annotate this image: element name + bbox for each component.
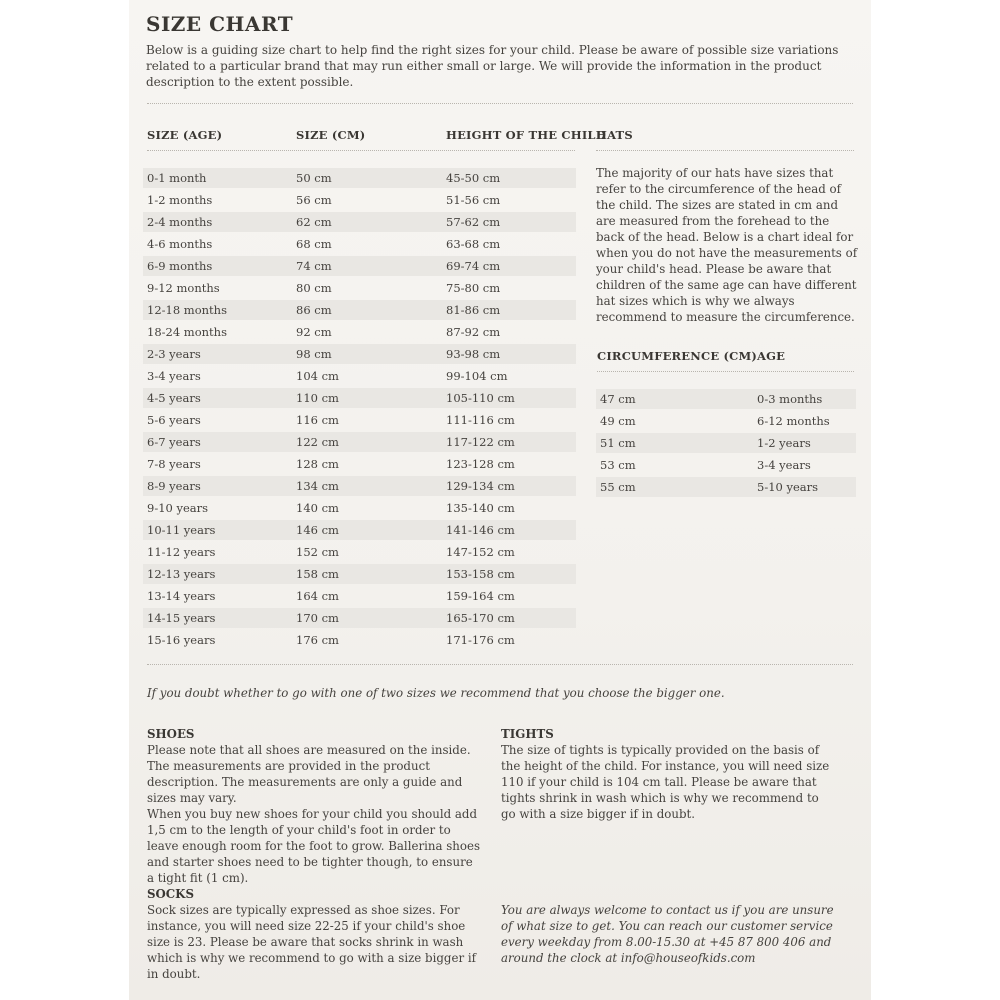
divider (147, 103, 853, 104)
table-row (143, 344, 576, 364)
size-age-cell: 15-16 years (147, 633, 216, 647)
circumference-cell: 55 cm (600, 480, 636, 494)
table-row (143, 256, 576, 276)
table-row (596, 389, 856, 409)
height-header: HEIGHT OF THE CHILD (446, 128, 606, 142)
size-cm-cell: 140 cm (296, 501, 339, 515)
tights-heading: TIGHTS (501, 727, 554, 741)
hats-heading: HATS (596, 128, 633, 142)
socks-text: Sock sizes are typically expressed as shoe sizes. For instance, you will need size 22-25 if your child's shoe size is 23. Please be aware that socks shrink in wash which is why we recommend to go with a size bigger if in doubt. (147, 903, 476, 981)
height-cell: 45-50 cm (446, 171, 501, 185)
height-cell: 57-62 cm (446, 215, 501, 229)
height-cell: 111-116 cm (446, 413, 515, 427)
intro-text: Below is a guiding size chart to help find the right sizes for your child. Please be aware of possible size variations related to a particular brand that may run either small or large. We will provide the information in the product description to the extent possible. (146, 43, 839, 89)
divider (147, 664, 853, 665)
hat-age-cell: 6-12 months (757, 414, 830, 428)
table-row (143, 476, 576, 496)
size-age-cell: 4-5 years (147, 391, 201, 405)
size-cm-cell: 56 cm (296, 193, 332, 207)
size-age-cell: 2-4 months (147, 215, 213, 229)
height-cell: 93-98 cm (446, 347, 501, 361)
table-row (143, 542, 576, 562)
table-row (596, 411, 856, 431)
table-row (143, 234, 576, 254)
table-row (596, 455, 856, 475)
size-cm-cell: 152 cm (296, 545, 339, 559)
size-age-cell: 18-24 months (147, 325, 227, 339)
size-cm-cell: 146 cm (296, 523, 339, 537)
size-age-cell: 9-12 months (147, 281, 220, 295)
table-row (143, 388, 576, 408)
height-cell: 147-152 cm (446, 545, 515, 559)
recommendation-note: If you doubt whether to go with one of two sizes we recommend that you choose the bigger one. (147, 686, 725, 700)
table-row (143, 212, 576, 232)
height-cell: 87-92 cm (446, 325, 501, 339)
size-age-cell: 8-9 years (147, 479, 201, 493)
hat-age-header: AGE (757, 349, 786, 363)
size-age-cell: 12-13 years (147, 567, 216, 581)
hat-age-cell: 5-10 years (757, 480, 819, 494)
size-age-cell: 6-7 years (147, 435, 201, 449)
height-cell: 153-158 cm (446, 567, 515, 581)
height-cell: 165-170 cm (446, 611, 515, 625)
size-cm-cell: 68 cm (296, 237, 332, 251)
table-row (143, 586, 576, 606)
table-row (143, 190, 576, 210)
circumference-cell: 51 cm (600, 436, 636, 450)
size-age-cell: 10-11 years (147, 523, 216, 537)
table-row (143, 300, 576, 320)
socks-heading: SOCKS (147, 887, 194, 901)
contact-text: You are always welcome to contact us if you are unsure of what size to get. You can reach our customer service every weekday from 8.00-15.30 at +45 87 800 406 and around the clock at info@houseofkids.com (501, 903, 834, 965)
table-row (596, 433, 856, 453)
height-cell: 135-140 cm (446, 501, 515, 515)
size-age-cell: 9-10 years (147, 501, 209, 515)
size-age-cell: 7-8 years (147, 457, 201, 471)
size-age-cell: 1-2 months (147, 193, 213, 207)
size-cm-cell: 158 cm (296, 567, 339, 581)
table-row (596, 477, 856, 497)
height-cell: 75-80 cm (446, 281, 501, 295)
table-row (143, 278, 576, 298)
hats-text: The majority of our hats have sizes that refer to the circumference of the head of the child. The sizes are stated in cm and are measured from the forehead to the back of the head. Below is a chart ideal for when you do not have the measurements of your child's head. Please be aware that children of the same age can have different hat sizes which is why we always recommend to measure the circumference. (596, 166, 858, 324)
size-cm-cell: 92 cm (296, 325, 332, 339)
height-cell: 51-56 cm (446, 193, 501, 207)
size-cm-cell: 104 cm (296, 369, 339, 383)
hat-table-divider (597, 371, 854, 372)
size-age-cell: 4-6 months (147, 237, 213, 251)
size-cm-cell: 116 cm (296, 413, 339, 427)
table-row (143, 168, 576, 188)
size-age-cell: 14-15 years (147, 611, 216, 625)
height-cell: 99-104 cm (446, 369, 508, 383)
page-title: SIZE CHART (146, 12, 294, 36)
size-age-cell: 0-1 month (147, 171, 207, 185)
size-cm-cell: 170 cm (296, 611, 339, 625)
size-age-header: SIZE (AGE) (147, 128, 223, 142)
shoes-text-1: Please note that all shoes are measured on the inside. The measurements are provided in the product description. The measurements are only a guide and sizes may vary. (147, 743, 471, 805)
size-age-cell: 2-3 years (147, 347, 201, 361)
shoes-text-2: When you buy new shoes for your child you should add 1,5 cm to the length of your child's foot in order to leave enough room for the foot to grow. Ballerina shoes and starter shoes need to be tighter though, to ensure a tight fit (1 cm). (147, 807, 481, 885)
size-cm-header: SIZE (CM) (296, 128, 366, 142)
height-cell: 129-134 cm (446, 479, 515, 493)
size-age-cell: 3-4 years (147, 369, 201, 383)
height-cell: 117-122 cm (446, 435, 515, 449)
size-cm-cell: 50 cm (296, 171, 332, 185)
table-row (143, 564, 576, 584)
size-cm-cell: 164 cm (296, 589, 339, 603)
size-cm-cell: 86 cm (296, 303, 332, 317)
table-row (143, 608, 576, 628)
circumference-cell: 53 cm (600, 458, 636, 472)
table-row (143, 410, 576, 430)
hats-divider (596, 150, 854, 151)
height-cell: 105-110 cm (446, 391, 515, 405)
tights-text: The size of tights is typically provided on the basis of the height of the child. For instance, you will need size 110 if your child is 104 cm tall. Please be aware that tights shrink in wash which is why we recommend to go with a size bigger if in doubt. (501, 743, 830, 821)
size-cm-cell: 122 cm (296, 435, 339, 449)
hat-age-cell: 0-3 months (757, 392, 823, 406)
table-header-divider (147, 150, 575, 151)
height-cell: 81-86 cm (446, 303, 501, 317)
table-row (143, 454, 576, 474)
size-cm-cell: 176 cm (296, 633, 339, 647)
size-age-cell: 5-6 years (147, 413, 201, 427)
table-row (143, 322, 576, 342)
circumference-cell: 49 cm (600, 414, 636, 428)
size-age-cell: 11-12 years (147, 545, 216, 559)
table-row (143, 366, 576, 386)
size-cm-cell: 74 cm (296, 259, 332, 273)
size-age-cell: 12-18 months (147, 303, 227, 317)
circumference-header: CIRCUMFERENCE (CM) (597, 349, 758, 363)
height-cell: 141-146 cm (446, 523, 515, 537)
hat-age-cell: 3-4 years (757, 458, 811, 472)
table-row (143, 630, 576, 650)
size-cm-cell: 80 cm (296, 281, 332, 295)
circumference-cell: 47 cm (600, 392, 636, 406)
height-cell: 171-176 cm (446, 633, 515, 647)
size-age-cell: 13-14 years (147, 589, 216, 603)
height-cell: 63-68 cm (446, 237, 501, 251)
table-row (143, 432, 576, 452)
height-cell: 69-74 cm (446, 259, 501, 273)
height-cell: 123-128 cm (446, 457, 515, 471)
shoes-heading: SHOES (147, 727, 195, 741)
hat-age-cell: 1-2 years (757, 436, 811, 450)
size-cm-cell: 128 cm (296, 457, 339, 471)
size-cm-cell: 98 cm (296, 347, 332, 361)
size-age-cell: 6-9 months (147, 259, 213, 273)
size-cm-cell: 110 cm (296, 391, 339, 405)
size-cm-cell: 62 cm (296, 215, 332, 229)
height-cell: 159-164 cm (446, 589, 515, 603)
size-cm-cell: 134 cm (296, 479, 339, 493)
table-row (143, 520, 576, 540)
table-row (143, 498, 576, 518)
